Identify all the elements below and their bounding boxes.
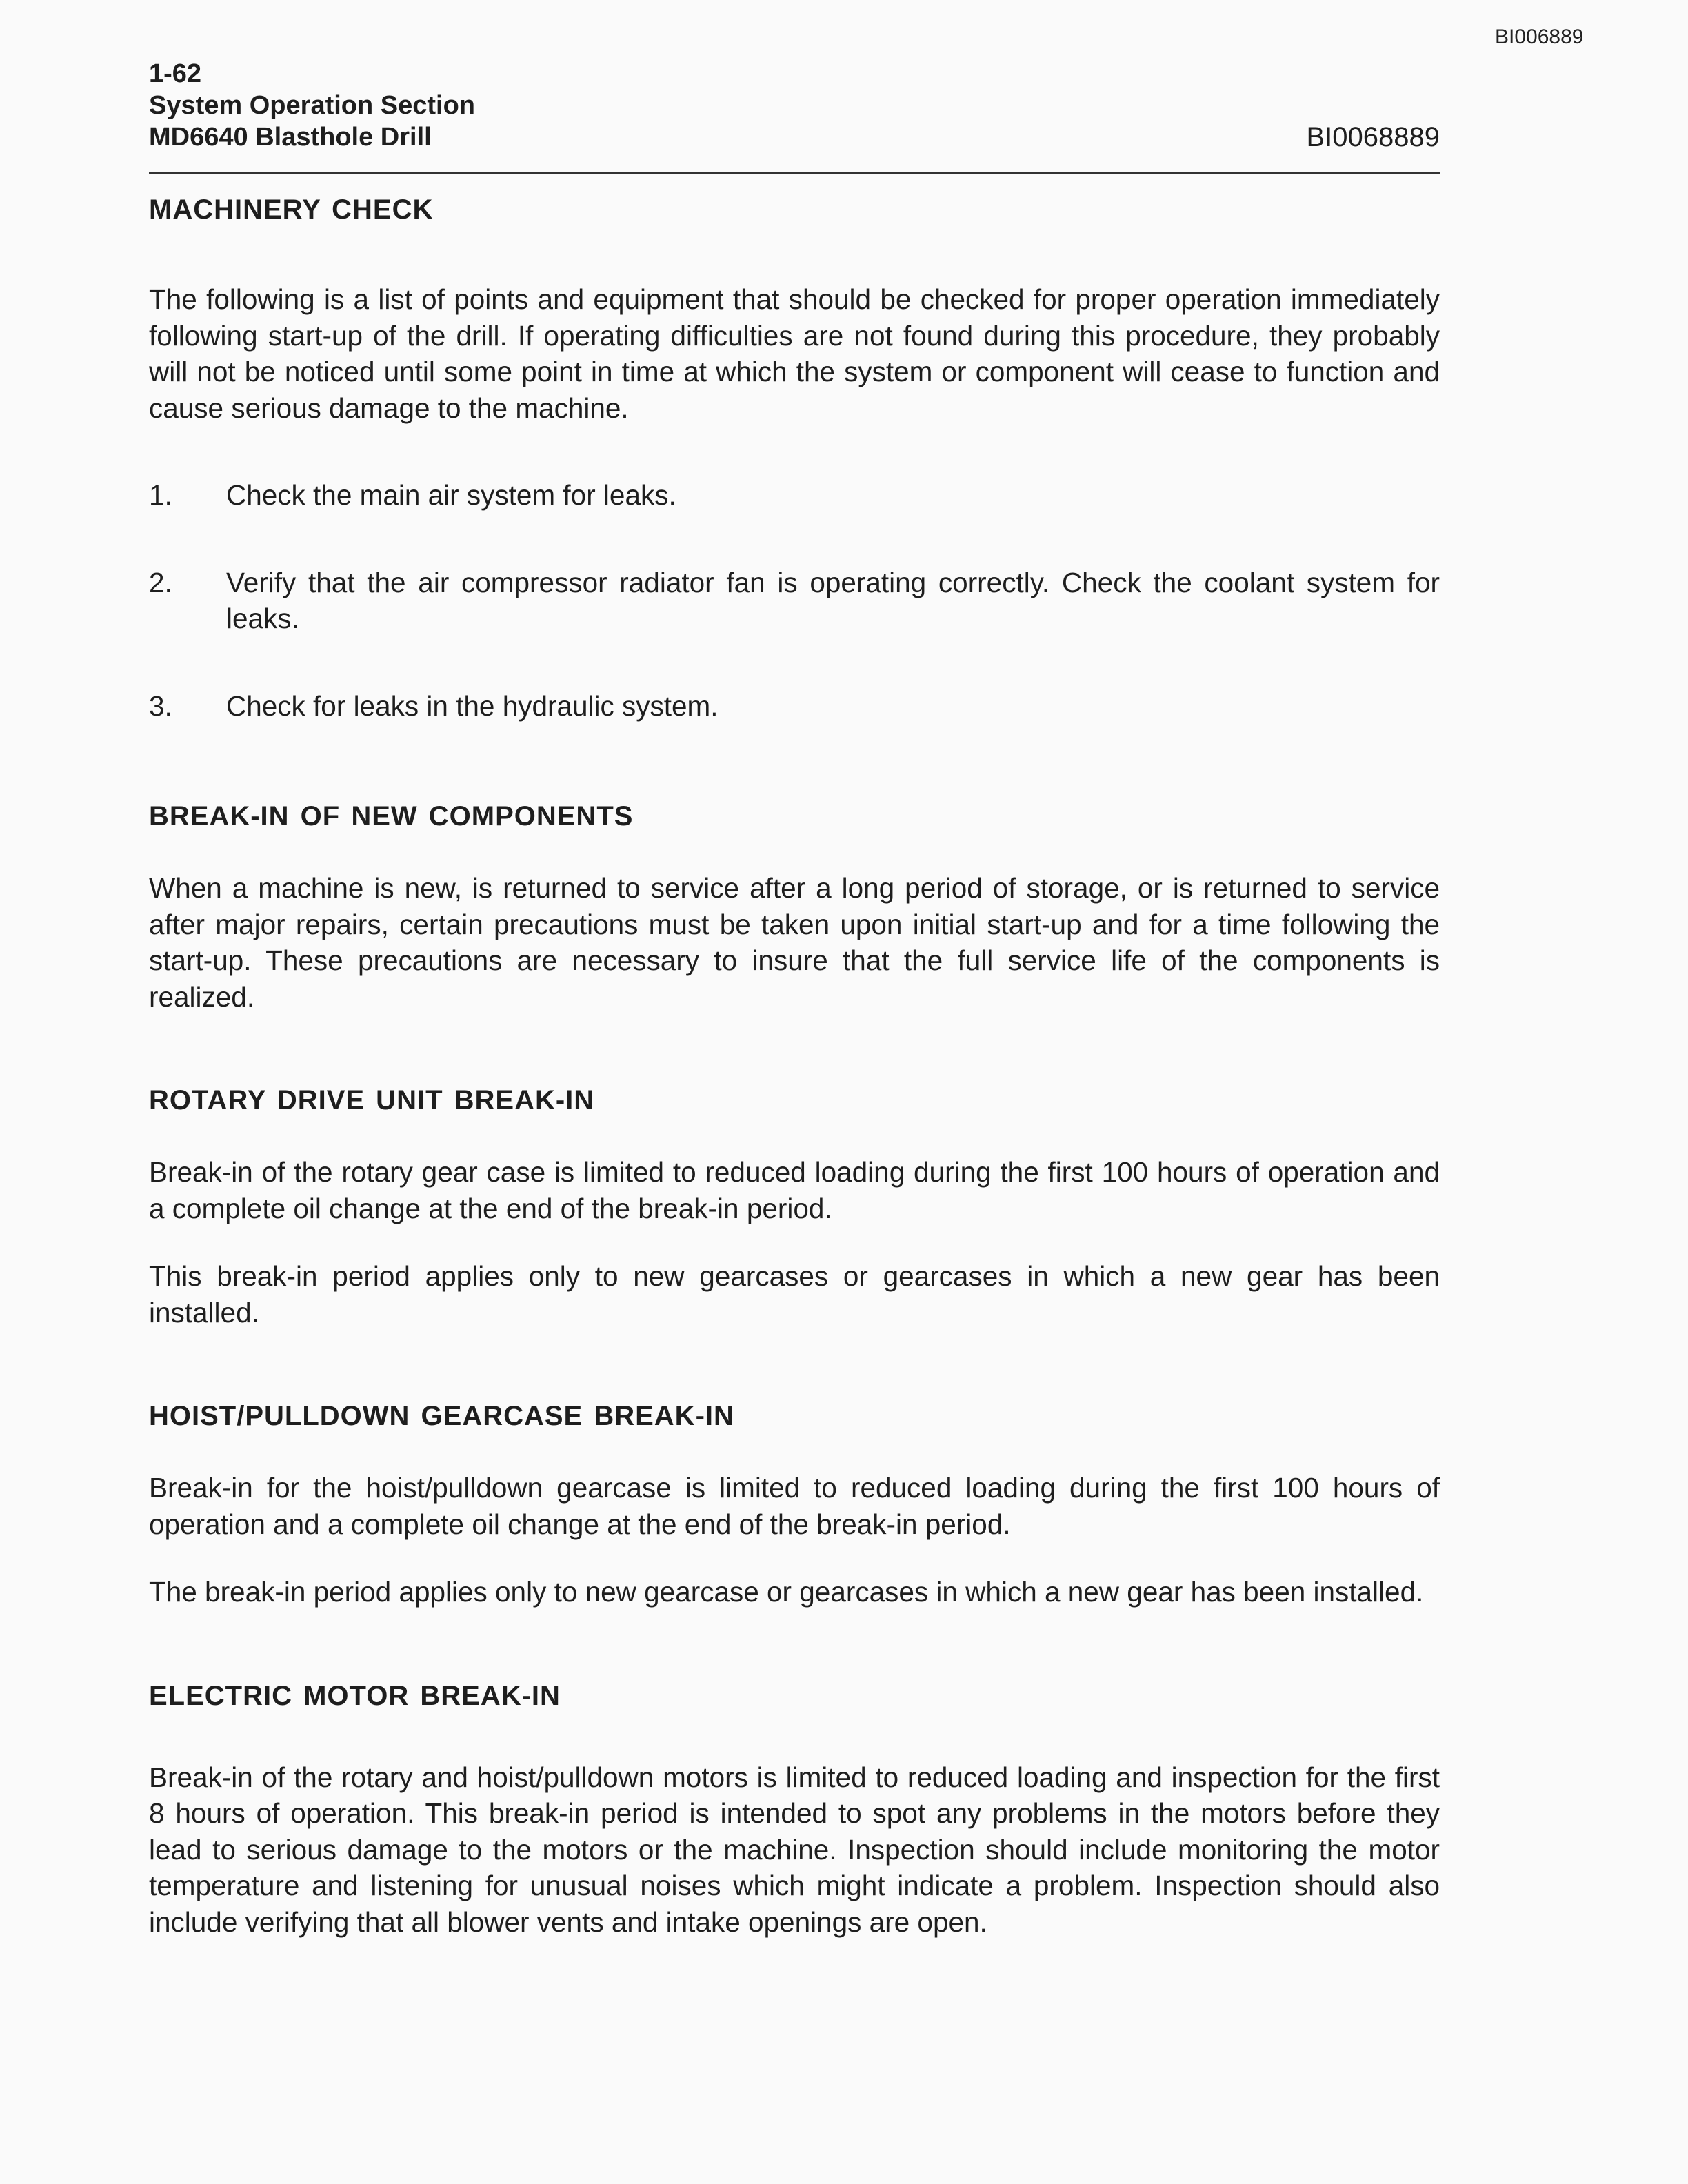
list-item-number: 1.	[149, 479, 172, 511]
machinery-check-list	[149, 477, 1440, 724]
list-item-text: Check the main air system for leaks.	[226, 479, 676, 511]
paragraph-rotary-drive-1: Break-in of the rotary gear case is limited to reduced loading during the first 100 hours of operation and a complete oil change at the end of the break-in period.	[149, 1156, 1440, 1224]
heading-machinery-check: MACHINERY CHECK	[149, 194, 434, 225]
paragraph-rotary-drive-2: This break-in period applies only to new gearcases or gearcases in which a new gear has been installed.	[149, 1260, 1440, 1328]
list-item	[149, 688, 1440, 725]
paragraph-machinery-intro: The following is a list of points and equipment that should be checked for proper operation immediately following start-up of the drill. If operating difficulties are not found during this procedure, they probably will not be noticed until some point in time at which the system or component will cease to function and cause serious damage to the machine.	[149, 283, 1440, 424]
list-item-number: 2.	[149, 566, 172, 598]
paragraph-hoist-pulldown-2: The break-in period applies only to new gearcase or gearcases in which a new gear has been installed.	[149, 1576, 1424, 1608]
page-header	[149, 58, 1440, 152]
paragraph-hoist-pulldown-1: Break-in for the hoist/pulldown gearcase is limited to reduced loading during the first 100 hours of operation and a complete oil change at the end of the break-in period.	[149, 1472, 1440, 1540]
list-item-text: Verify that the air compressor radiator fan is operating correctly. Check the coolant system for leaks.	[226, 566, 1440, 634]
page-content	[149, 192, 1440, 1940]
machine-model: MD6640 Blasthole Drill	[149, 123, 432, 152]
paragraph-electric-motor: Break-in of the rotary and hoist/pulldown motors is limited to reduced loading and inspection for the first 8 hours of operation. This break-in period is intended to spot any problems in the motors before they lead to serious damage to the motors or the machine. Inspection should include monitoring the motor temperature and listening for unusual noises which might indicate a problem. Inspection should also include verifying that all blower vents and intake openings are open.	[149, 1761, 1440, 1938]
section-title: System Operation Section	[149, 91, 476, 120]
list-item-text: Check for leaks in the hydraulic system.	[226, 689, 719, 722]
heading-electric-motor-break-in: ELECTRIC MOTOR BREAK-IN	[149, 1680, 561, 1711]
page-number: 1-62	[149, 59, 202, 88]
header-divider	[149, 172, 1440, 174]
heading-rotary-drive-break-in: ROTARY DRIVE UNIT BREAK-IN	[149, 1085, 595, 1115]
heading-break-in-new-components: BREAK-IN OF NEW COMPONENTS	[149, 801, 634, 831]
list-item	[149, 565, 1440, 637]
heading-hoist-pulldown-break-in: HOIST/PULLDOWN GEARCASE BREAK-IN	[149, 1401, 734, 1431]
paragraph-break-in-new-components: When a machine is new, is returned to service after a long period of storage, or is returned to service after major repairs, certain precautions must be taken upon initial start-up and for a time following the start-up. These precautions are necessary to insure that the full service life of the components is realized.	[149, 872, 1440, 1013]
list-item	[149, 477, 1440, 514]
header-left-block	[149, 58, 475, 153]
list-item-number: 3.	[149, 689, 172, 722]
corner-document-id: BI006889	[1495, 26, 1584, 48]
header-document-id: BI0068889	[1306, 122, 1440, 152]
